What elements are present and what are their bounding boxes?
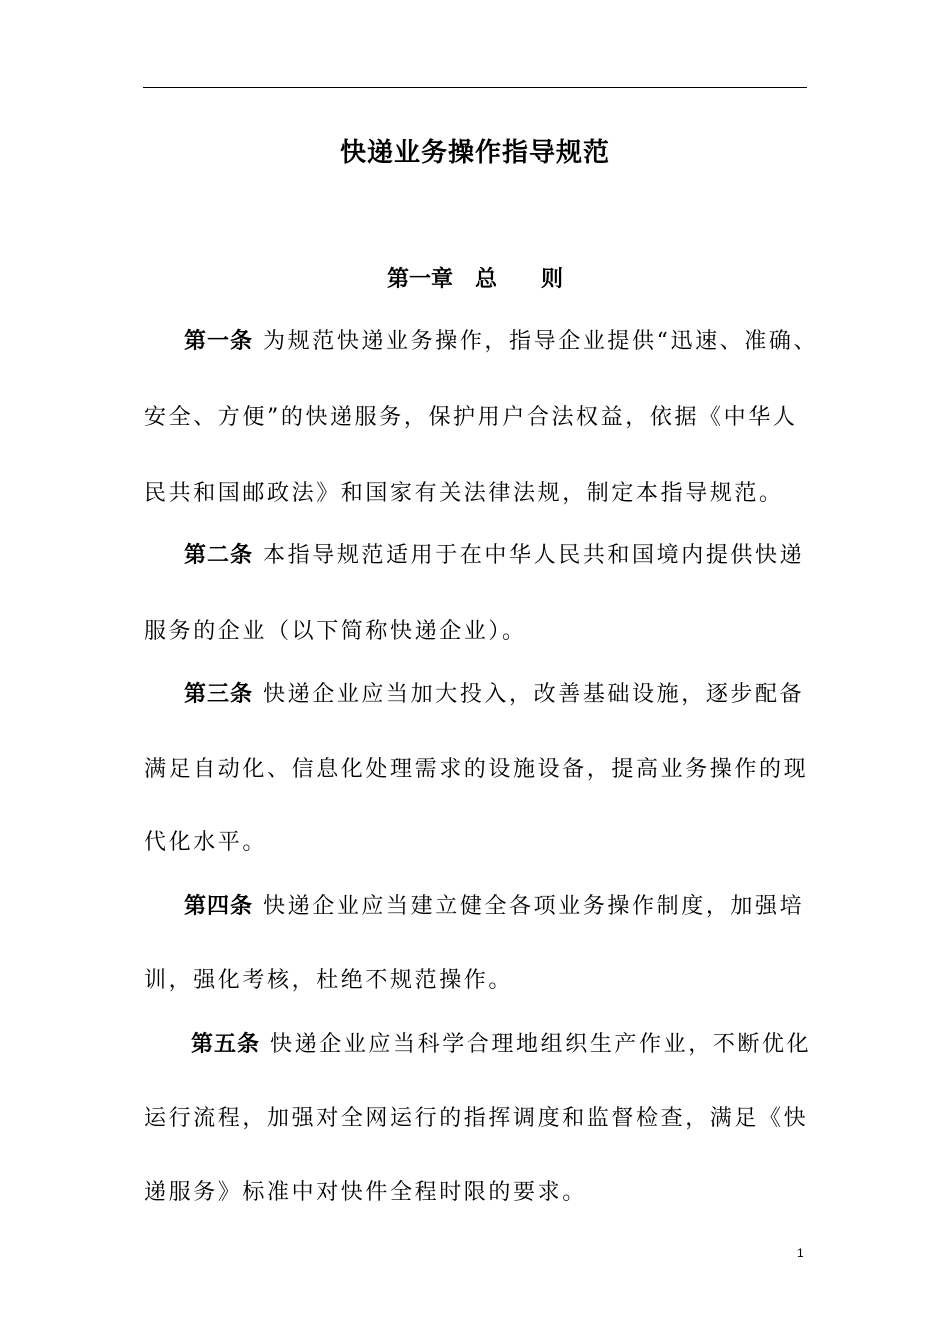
article-2-line-1: 第二条 本指导规范适用于在中华人民共和国境内提供快递 (184, 543, 805, 568)
header-rule (143, 87, 807, 88)
article-2-line-2: 服务的企业（以下简称快递企业）。 (144, 619, 527, 644)
article-5-line-3: 递服务》标准中对快件全程时限的要求。 (144, 1180, 587, 1205)
article-5-line-1: 第五条 快递企业应当科学合理地组织生产作业，不断优化 (191, 1032, 812, 1057)
article-3-label: 第三条 (184, 682, 254, 707)
article-3-line-2: 满足自动化、信息化处理需求的设施设备，提高业务操作的现 (144, 757, 809, 782)
article-3-line-1: 第三条 快递企业应当加大投入，改善基础设施，逐步配备 (184, 682, 805, 707)
chapter-heading: 第一章 总 则 (386, 267, 563, 292)
article-3-line-3: 代化水平。 (144, 830, 268, 855)
article-1-label: 第一条 (184, 329, 254, 354)
article-1-line-1: 第一条 为规范快递业务操作，指导企业提供“迅速、准确、 (184, 329, 819, 354)
article-1-line-2: 安全、方便”的快递服务，保护用户合法权益，依据《中华人 (144, 405, 798, 430)
article-4-label: 第四条 (184, 894, 254, 919)
article-5-line-2: 运行流程，加强对全网运行的指挥调度和监督检查，满足《快 (144, 1106, 809, 1131)
article-4-line-2: 训，强化考核，杜绝不规范操作。 (144, 968, 514, 993)
article-2-label: 第二条 (184, 543, 254, 568)
article-4-line-1: 第四条 快递企业应当建立健全各项业务操作制度，加强培 (184, 894, 805, 919)
article-1-line-3: 民共和国邮政法》和国家有关法律法规，制定本指导规范。 (144, 481, 784, 506)
article-5-label: 第五条 (191, 1032, 261, 1057)
document-title: 快递业务操作指导规范 (339, 138, 610, 168)
page-number: 1 (797, 1246, 804, 1260)
